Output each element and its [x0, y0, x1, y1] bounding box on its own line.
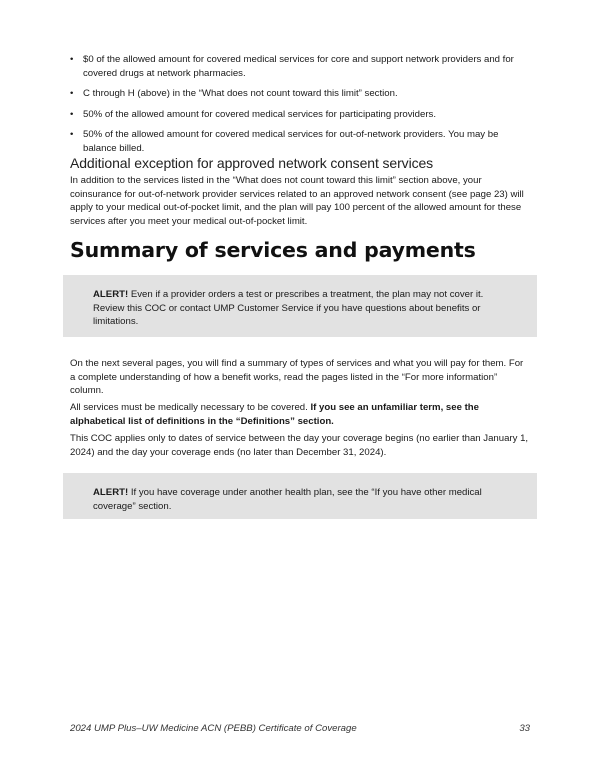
bullet-icon: •	[70, 129, 74, 140]
list-item	[70, 128, 530, 155]
out-of-pocket-bullet-list	[70, 53, 530, 162]
services-summary-paragraph: On the next several pages, you will find a summary of types of services and what you will pay for them. For a complete understanding of how a benefit works, read the pages listed in the “For more information” column.	[70, 358, 524, 396]
exception-heading: Additional exception for approved network consent services	[70, 155, 434, 171]
medical-necessity-paragraph	[70, 401, 530, 428]
exception-paragraph: In addition to the services listed in the “What does not count toward this limit” section above, your coinsurance for out-of-network provider services related to an approved network consent (see page 23) will apply to your medical out-of-pocket limit, and the plan will pay 100 percent of the allowed amount for these services after you meet your medical out-of-pocket limit.	[70, 175, 524, 227]
alert-label: ALERT!	[93, 487, 129, 498]
alert-text: Even if a provider orders a test or prescribes a treatment, the plan may not cover it. Review this COC or contact UMP Customer Service if you have questions about benefits or limitations.	[93, 289, 484, 327]
alert-text: If you have coverage under another health plan, see the “If you have other medical coverage” section.	[93, 487, 482, 512]
list-item	[70, 53, 530, 80]
necessity-text: All services must be medically necessary to be covered.	[70, 402, 311, 413]
definitions-note: If you see an unfamiliar term, see the alphabetical list of definitions in the “Definitions” section.	[70, 402, 479, 427]
list-item	[70, 87, 530, 101]
alert-label: ALERT!	[93, 289, 129, 300]
bullet-text: 50% of the allowed amount for covered medical services for participating providers.	[83, 108, 437, 120]
footer-document-title: 2024 UMP Plus–UW Medicine ACN (PEBB) Certificate of Coverage	[70, 723, 357, 734]
bullet-icon: •	[70, 88, 74, 99]
bullet-text: 50% of the allowed amount for covered medical services for out-of-network providers. You may be balance billed.	[83, 129, 499, 154]
alert-box-other-coverage	[63, 473, 537, 519]
coverage-dates-paragraph: This COC applies only to dates of service between the day your coverage begins (no earlier than January 1, 2024) and the day your coverage ends (no later than December 31, 2024).	[70, 433, 529, 458]
bullet-text: $0 of the allowed amount for covered medical services for core and support network providers and for covered drugs at network pharmacies.	[83, 54, 514, 79]
bullet-icon: •	[70, 108, 74, 120]
bullet-icon: •	[70, 54, 74, 65]
alert-box-benefits	[63, 275, 537, 337]
list-item	[70, 108, 530, 122]
bullet-text: C through H (above) in the “What does not count toward this limit” section.	[83, 88, 398, 99]
summary-heading: Summary of services and payments	[70, 238, 476, 262]
footer-page-number: 33	[519, 723, 530, 734]
